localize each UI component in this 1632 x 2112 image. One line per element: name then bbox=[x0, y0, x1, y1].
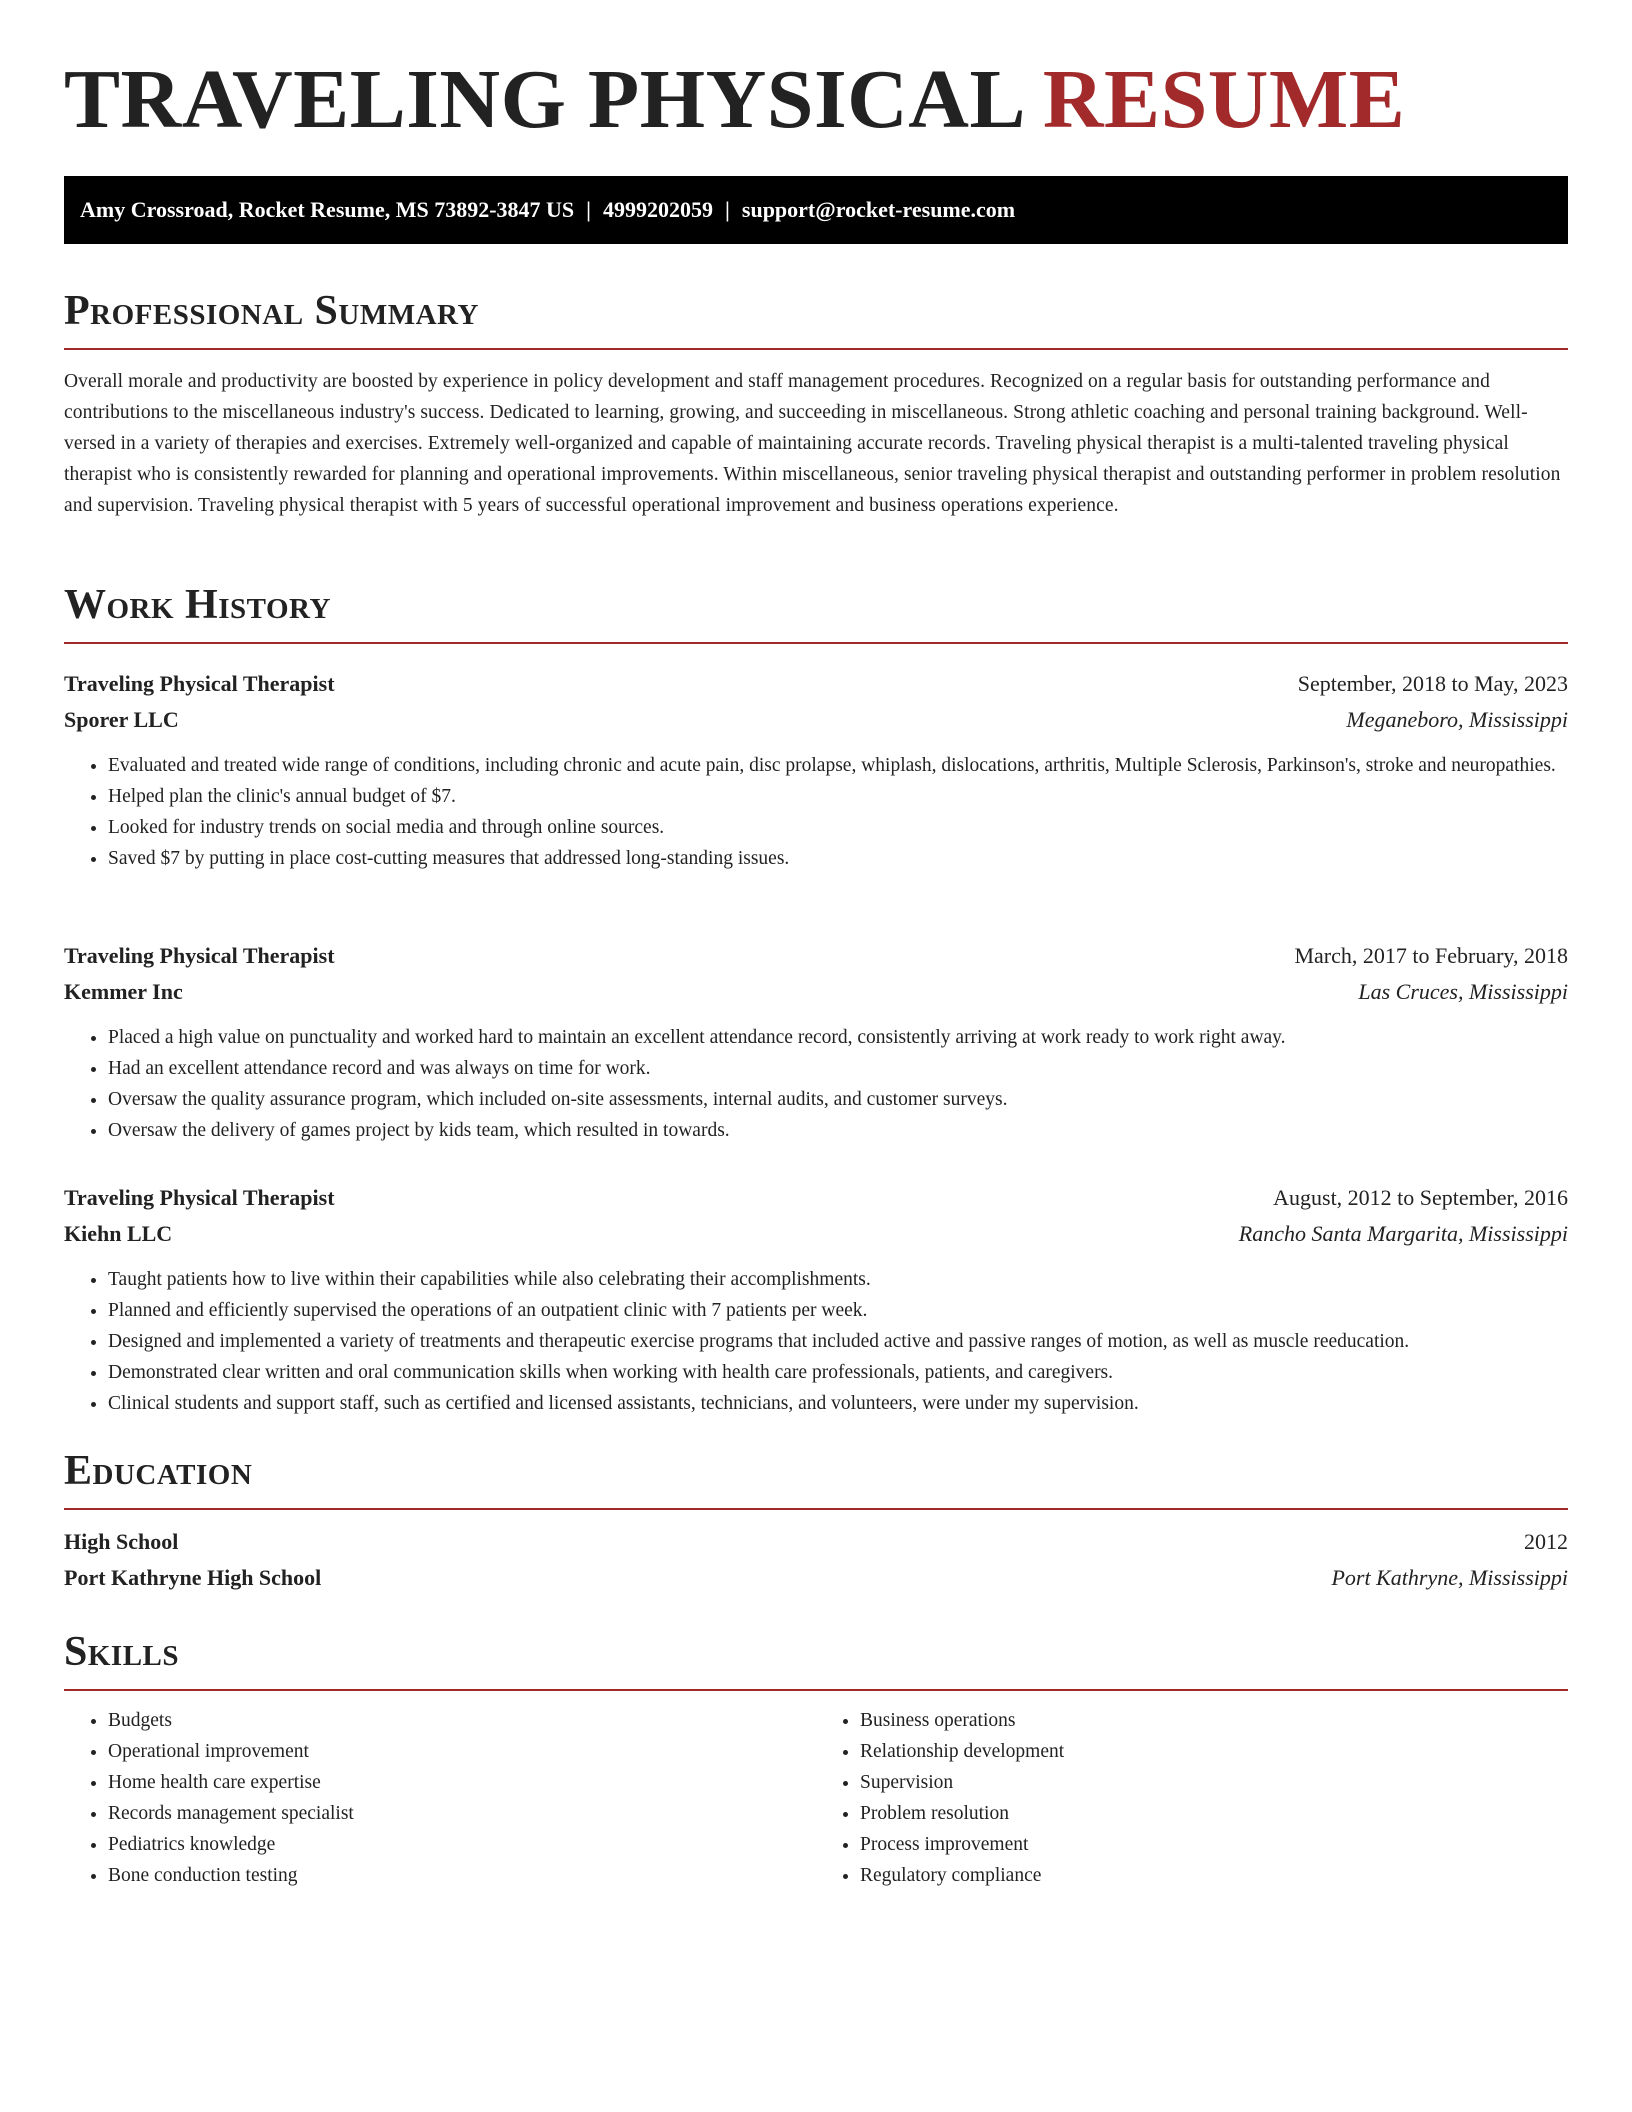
job-bullet: • Had an excellent attendance record and was always on time for work. bbox=[108, 1053, 1568, 1084]
job-entry bbox=[64, 938, 1568, 1146]
work-history-section bbox=[64, 580, 1568, 644]
skill-item: • Bone conduction testing bbox=[108, 1860, 816, 1891]
job-bullet: • Saved $7 by putting in place cost-cutting measures that addressed long-standing issues. bbox=[108, 843, 1568, 874]
skill-item: • Records management specialist bbox=[108, 1798, 816, 1829]
job-dates: March, 2017 to February, 2018 bbox=[1294, 943, 1568, 968]
section-heading-skills: Skills bbox=[64, 1629, 180, 1675]
skill-item: • Process improvement bbox=[860, 1829, 1568, 1860]
job-title: Traveling Physical Therapist bbox=[64, 671, 335, 696]
section-divider bbox=[64, 1689, 1568, 1691]
resume-title bbox=[64, 0, 1568, 148]
job-dates: September, 2018 to May, 2023 bbox=[1297, 671, 1568, 696]
job-bullet-list bbox=[64, 1022, 1568, 1146]
job-bullet: • Looked for industry trends on social media and through online sources. bbox=[108, 812, 1568, 843]
skill-item: • Problem resolution bbox=[860, 1798, 1568, 1829]
job-title: Traveling Physical Therapist bbox=[64, 1185, 335, 1210]
job-bullet: • Oversaw the quality assurance program, which included on-site assessments, internal audits, and customer surveys. bbox=[108, 1084, 1568, 1115]
job-company-row bbox=[64, 974, 1568, 1010]
skill-item: • Home health care expertise bbox=[108, 1767, 816, 1798]
section-divider bbox=[64, 348, 1568, 350]
skill-item: • Regulatory compliance bbox=[860, 1860, 1568, 1891]
job-bullet: • Evaluated and treated wide range of conditions, including chronic and acute pain, disc prolapse, whiplash, dislocations, arthritis, Multiple Sclerosis, Parkinson's, stroke and neuropathies. bbox=[108, 750, 1568, 781]
job-bullet: • Taught patients how to live within their capabilities while also celebrating their accomplishments. bbox=[108, 1264, 1568, 1295]
summary-text: Overall morale and productivity are boosted by experience in policy development and staff management procedures. Recognized on a regular basis for outstanding performance and contributions to the miscellaneous industry's success. Dedicated to learning, growing, and succeeding in miscellaneous. Strong athletic coaching and personal training background. Well-versed in a variety of therapies and exercises. Extremely well-organized and capable of maintaining accurate records. Traveling physical therapist is a multi-talented traveling physical therapist who is consistently rewarded for planning and operational improvements. Within miscellaneous, senior traveling physical therapist and outstanding performer in problem resolution and supervision. Traveling physical therapist with 5 years of successful operational improvement and business operations experience. bbox=[64, 371, 1561, 516]
job-location: Meganeboro, Mississippi bbox=[1346, 707, 1568, 732]
job-header-row bbox=[64, 666, 1568, 702]
job-title: Traveling Physical Therapist bbox=[64, 943, 335, 968]
job-company-row bbox=[64, 1216, 1568, 1252]
job-bullet: • Helped plan the clinic's annual budget of $7. bbox=[108, 781, 1568, 812]
title-accent: RESUME bbox=[1042, 53, 1406, 146]
job-company: Sporer LLC bbox=[64, 707, 179, 732]
skill-item: • Pediatrics knowledge bbox=[108, 1829, 816, 1860]
job-bullet: • Clinical students and support staff, such as certified and licensed assistants, technicians, and volunteers, were under my supervision. bbox=[108, 1388, 1568, 1419]
job-bullet: • Placed a high value on punctuality and worked hard to maintain an excellent attendance record, consistently arriving at work ready to work right away. bbox=[108, 1022, 1568, 1053]
education-section bbox=[64, 1446, 1568, 1596]
education-header-row bbox=[64, 1524, 1568, 1560]
contact-address: Amy Crossroad, Rocket Resume, MS 73892-3847 US bbox=[80, 197, 575, 222]
education-year: 2012 bbox=[1524, 1529, 1568, 1554]
skill-item: • Supervision bbox=[860, 1767, 1568, 1798]
education-degree: High School bbox=[64, 1529, 179, 1554]
summary-section bbox=[64, 286, 1568, 521]
contact-separator: | bbox=[586, 197, 592, 222]
skill-item: • Operational improvement bbox=[108, 1736, 816, 1767]
contact-separator: | bbox=[725, 197, 730, 222]
skills-list-left bbox=[64, 1705, 816, 1891]
job-location: Las Cruces, Mississippi bbox=[1358, 979, 1568, 1004]
job-bullet: • Designed and implemented a variety of treatments and therapeutic exercise programs that included active and passive ranges of motion, as well as muscle reeducation. bbox=[108, 1326, 1568, 1357]
section-heading-work-history: Work History bbox=[64, 582, 331, 628]
contact-phone[interactable]: 4999202059 bbox=[603, 197, 714, 222]
job-bullet-list bbox=[64, 1264, 1568, 1419]
education-school-row bbox=[64, 1560, 1568, 1596]
section-heading-education: Education bbox=[64, 1448, 253, 1494]
title-main: TRAVELING PHYSICAL bbox=[64, 53, 1022, 146]
skills-section bbox=[64, 1627, 1568, 1891]
skill-item: • Budgets bbox=[108, 1705, 816, 1736]
job-location: Rancho Santa Margarita, Mississippi bbox=[1238, 1221, 1568, 1246]
education-school: Port Kathryne High School bbox=[64, 1565, 322, 1590]
job-bullet: • Demonstrated clear written and oral communication skills when working with health care professionals, patients, and caregivers. bbox=[108, 1357, 1568, 1388]
skill-item: • Business operations bbox=[860, 1705, 1568, 1736]
education-entry bbox=[64, 1524, 1568, 1596]
job-entry bbox=[64, 1180, 1568, 1419]
contact-bar bbox=[64, 176, 1568, 244]
job-bullet-list bbox=[64, 750, 1568, 874]
contact-email[interactable]: support@rocket-resume.com bbox=[741, 197, 1016, 222]
job-entry bbox=[64, 666, 1568, 874]
job-bullet: • Oversaw the delivery of games project by kids team, which resulted in towards. bbox=[108, 1115, 1568, 1146]
job-company-row bbox=[64, 702, 1568, 738]
job-bullet: • Planned and efficiently supervised the operations of an outpatient clinic with 7 patients per week. bbox=[108, 1295, 1568, 1326]
section-heading-summary: Professional Summary bbox=[64, 288, 479, 334]
education-location: Port Kathryne, Mississippi bbox=[1331, 1565, 1568, 1590]
skill-item: • Relationship development bbox=[860, 1736, 1568, 1767]
section-divider bbox=[64, 642, 1568, 644]
job-dates: August, 2012 to September, 2016 bbox=[1273, 1185, 1568, 1210]
job-header-row bbox=[64, 938, 1568, 974]
skills-list-right bbox=[816, 1705, 1568, 1891]
job-header-row bbox=[64, 1180, 1568, 1216]
job-company: Kemmer Inc bbox=[64, 979, 183, 1004]
skills-columns bbox=[64, 1705, 1568, 1891]
section-divider bbox=[64, 1508, 1568, 1510]
job-company: Kiehn LLC bbox=[64, 1221, 173, 1246]
